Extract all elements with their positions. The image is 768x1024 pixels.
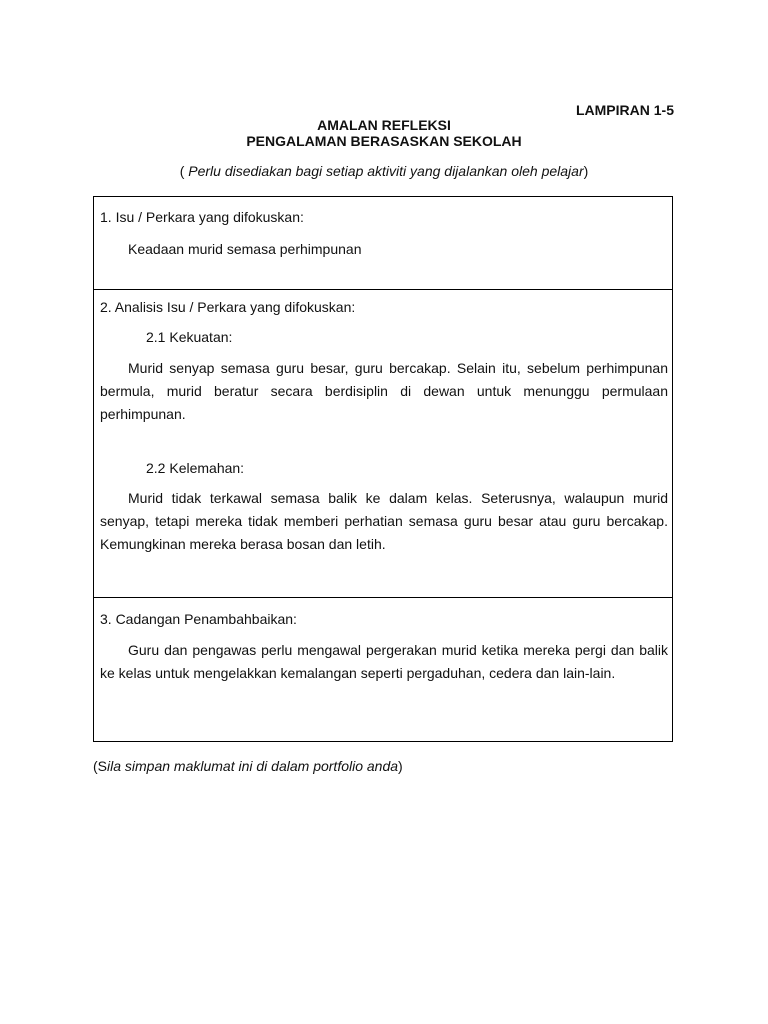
improvement-text: Guru dan pengawas perlu mengawal pergerakan murid ketika mereka pergi dan balik ke kelas untuk mengelakkan kemalangan seperti pergaduhan, cedera dan lain-lain. — [100, 642, 668, 681]
section-issue — [94, 197, 672, 290]
strengths-text: Murid senyap semasa guru besar, guru bercakap. Selain itu, sebelum perhimpunan bermula, murid beratur secara berdisiplin di dewan untuk menunggu permulaan perhimpunan. — [100, 360, 668, 422]
section-issue-heading: 1. Isu / Perkara yang difokuskan: — [100, 209, 304, 225]
document-subtitle — [0, 163, 768, 179]
section-issue-answer: Keadaan murid semasa perhimpunan — [128, 241, 362, 257]
strengths-heading: 2.1 Kekuatan: — [146, 329, 233, 345]
footer-note — [93, 756, 403, 776]
subtitle-text: Perlu disediakan bagi setiap aktiviti yang dijalankan oleh pelajar — [188, 163, 584, 179]
section-improvement-heading: 3. Cadangan Penambahbaikan: — [100, 611, 297, 627]
footer-open: (S — [93, 758, 107, 774]
title-line-2: PENGALAMAN BERASASKAN SEKOLAH — [246, 133, 522, 149]
section-analysis — [94, 290, 672, 598]
document-title — [0, 117, 768, 149]
title-line-1: AMALAN REFLEKSI — [317, 117, 451, 133]
section-analysis-heading: 2. Analisis Isu / Perkara yang difokuskan: — [100, 299, 356, 315]
footer-close: ) — [398, 758, 403, 774]
subtitle-close-paren: ) — [583, 163, 589, 179]
appendix-label: LAMPIRAN 1-5 — [575, 102, 674, 118]
subtitle-open-paren: ( — [179, 163, 189, 179]
reflection-form — [93, 196, 673, 742]
section-improvement — [94, 598, 672, 742]
weaknesses-heading: 2.2 Kelemahan: — [146, 460, 245, 476]
footer-text: ila simpan maklumat ini di dalam portfolio anda — [107, 758, 399, 774]
weaknesses-text: Murid tidak terkawal semasa balik ke dalam kelas. Seterusnya, walaupun murid senyap, tetapi mereka tidak memberi perhatian semasa guru besar atau guru bercakap. Kemungkinan mereka berasa bosan dan letih. — [100, 490, 668, 552]
